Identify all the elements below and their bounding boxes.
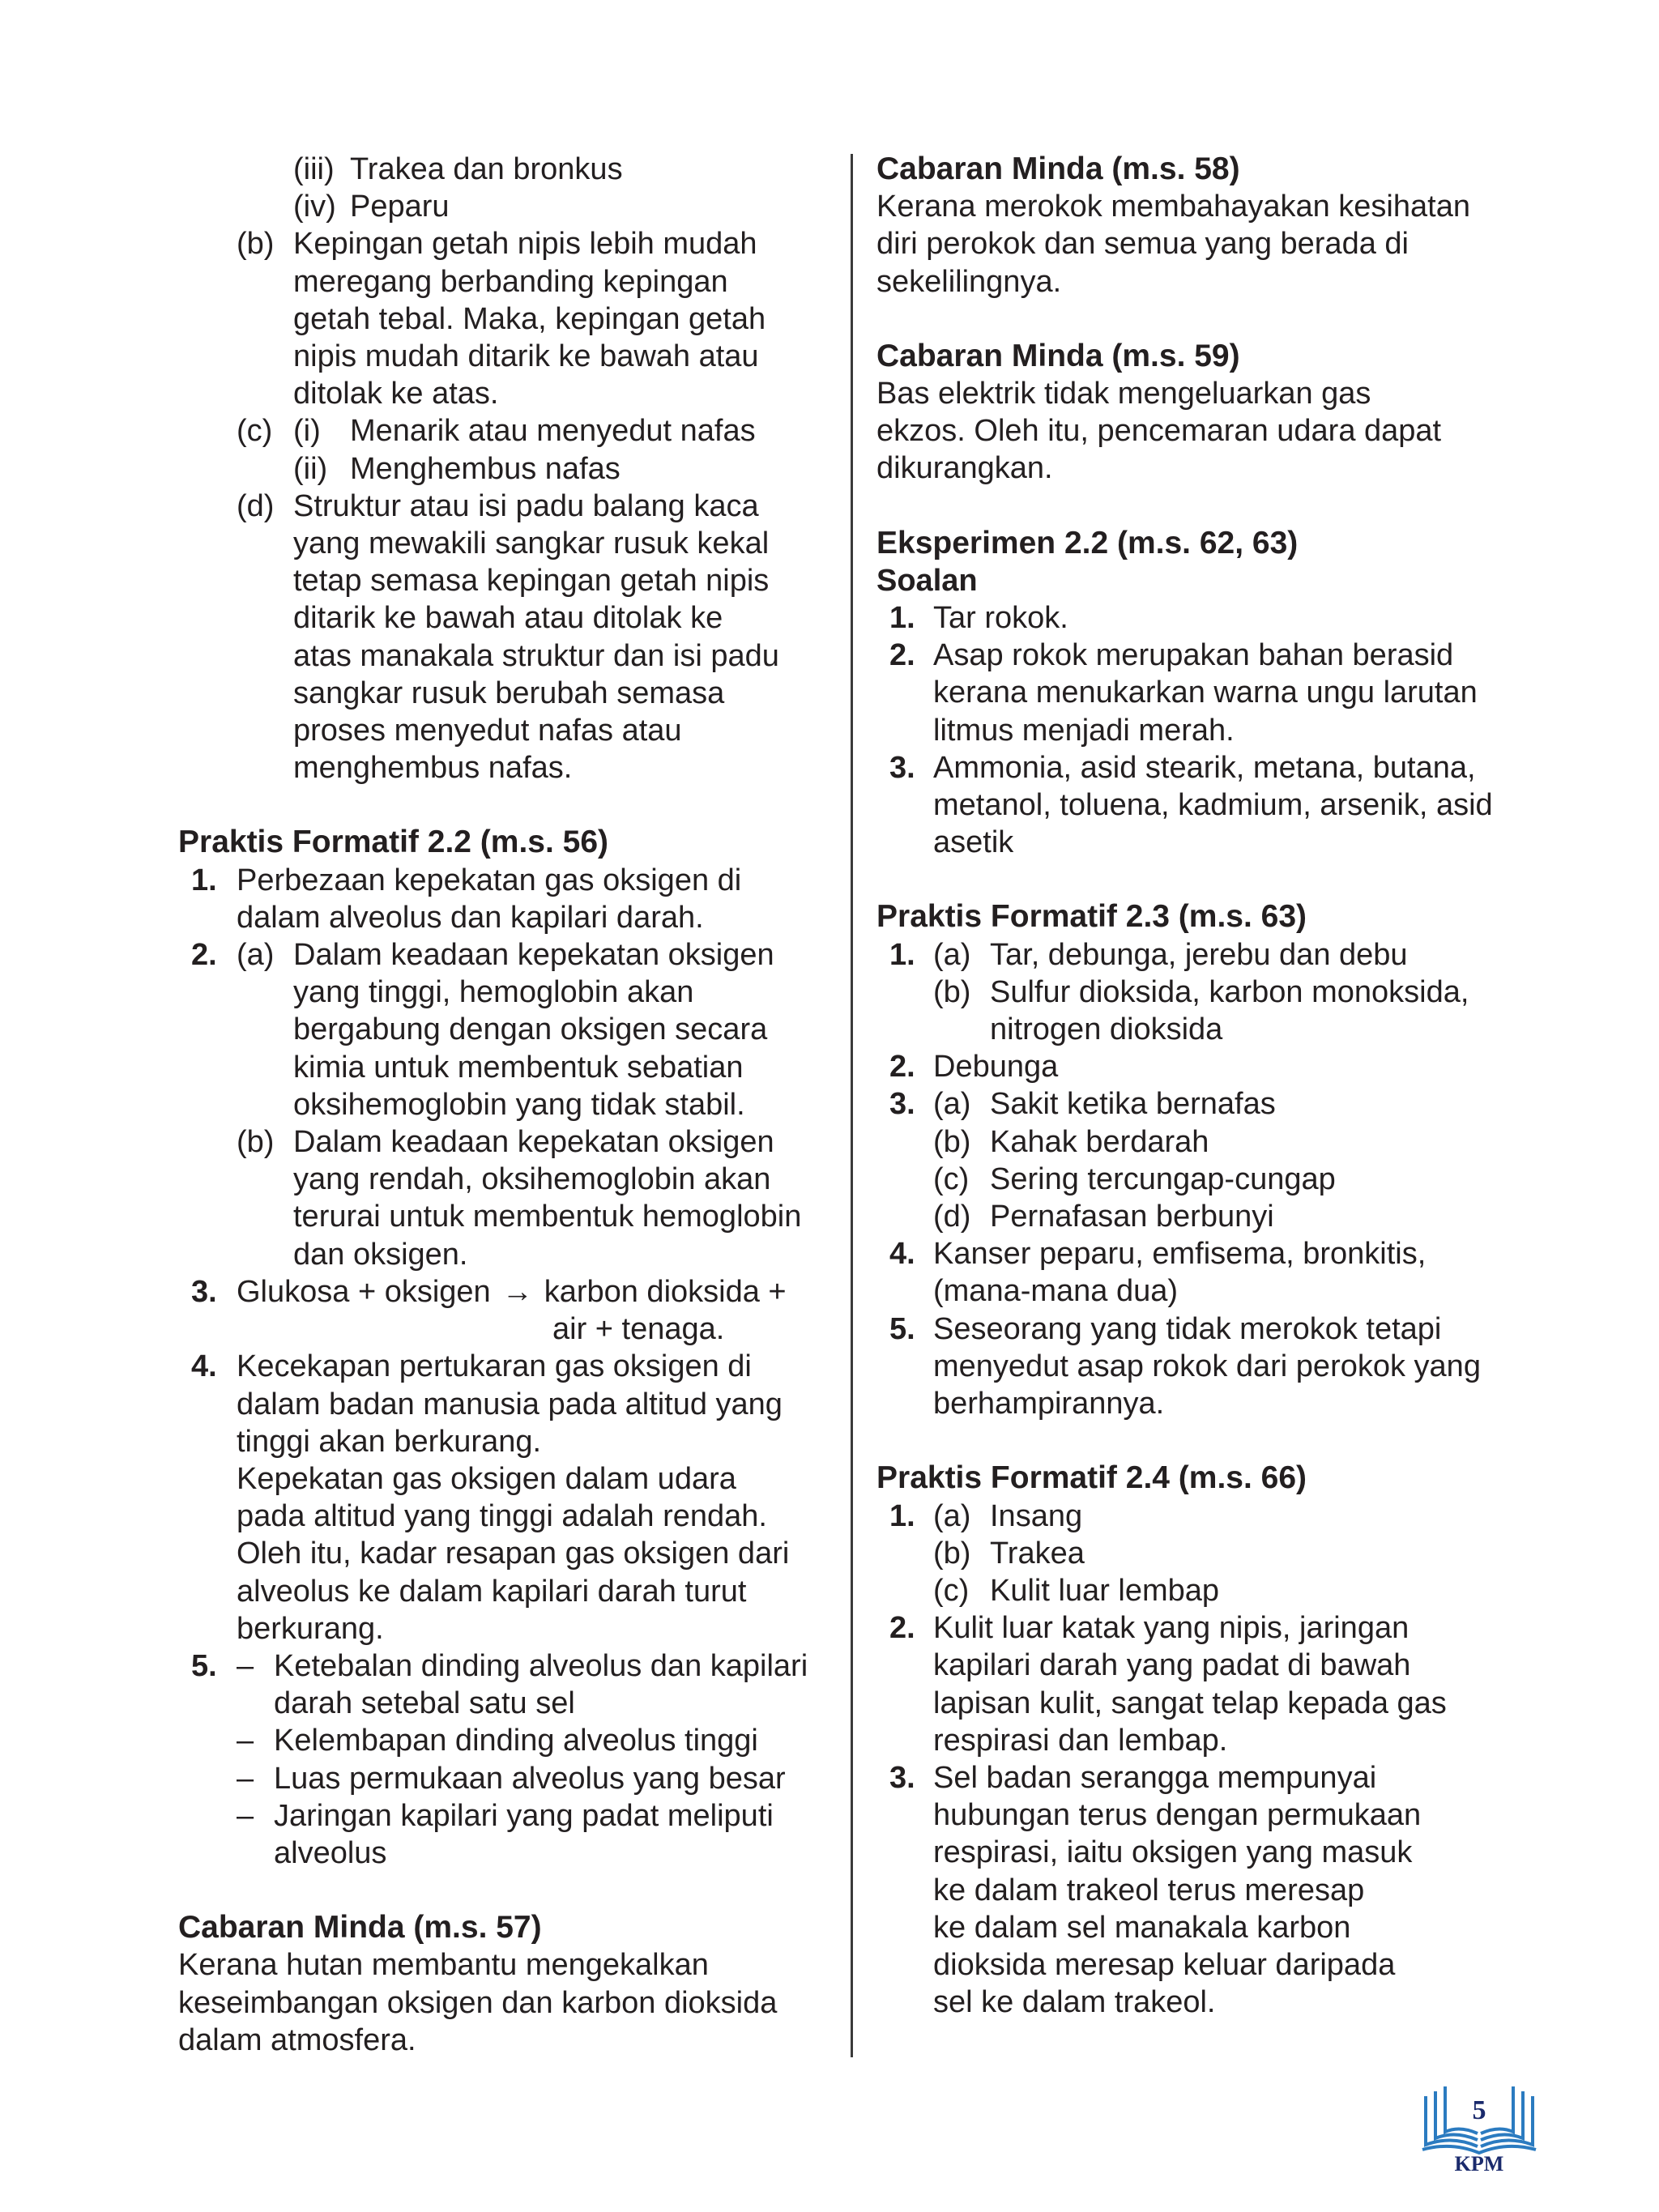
item-text: getah tebal. Maka, kepingan getah: [293, 301, 766, 336]
roman-numeral: (iii): [293, 152, 335, 186]
item-text: proses menyedut nafas atau: [293, 714, 682, 748]
item-text: menghembus nafas.: [293, 751, 573, 786]
left-column: [178, 151, 842, 2059]
item-text: (mana-mana dua): [933, 1274, 1179, 1309]
item-text: Kanser peparu, emfisema, bronkitis,: [933, 1237, 1427, 1272]
item-text: kimia untuk membentuk sebatian: [293, 1050, 744, 1085]
question-number: 3.: [889, 1087, 915, 1122]
item-text: nitrogen dioksida: [990, 1012, 1223, 1047]
question-number: 2.: [889, 1611, 915, 1646]
item-text: ditolak ke atas.: [293, 377, 499, 411]
item-text: bergabung dengan oksigen secara: [293, 1012, 768, 1047]
dash-bullet: –: [237, 1798, 254, 1833]
item-text: Dalam keadaan kepekatan oksigen: [293, 1125, 774, 1160]
paragraph-line: Kerana merokok membahayakan kesihatan: [876, 190, 1470, 224]
text-line: [876, 1647, 1525, 1684]
question-item: [178, 936, 842, 974]
text-line: [876, 1011, 1525, 1048]
item-text: metanol, toluena, kadmium, arsenik, asid: [933, 788, 1493, 823]
question-number: 4.: [191, 1349, 217, 1384]
question-item: [178, 862, 842, 899]
text-line: [876, 1385, 1525, 1422]
item-text: Tar rokok.: [933, 601, 1068, 636]
text-line: [178, 1386, 842, 1423]
section-heading: Praktis Formatif 2.2 (m.s. 56): [178, 825, 609, 860]
item-text: Menarik atau menyedut nafas: [350, 414, 756, 449]
equation-reactants: Glukosa + oksigen: [237, 1274, 491, 1309]
question-number: 1.: [889, 601, 915, 636]
item-text: nipis mudah ditarik ke bawah atau: [293, 339, 759, 374]
paragraph-line: keseimbangan oksigen dan karbon dioksida: [178, 1985, 778, 2020]
text-line: [876, 1685, 1525, 1722]
section-heading: Praktis Formatif 2.3 (m.s. 63): [876, 899, 1307, 935]
list-item: [178, 188, 842, 225]
text-line: [876, 1909, 1525, 1946]
right-column: [876, 151, 1525, 2021]
question-item: [876, 637, 1525, 674]
item-text: tinggi akan berkurang.: [237, 1424, 542, 1459]
question-number: 3.: [889, 750, 915, 785]
letter-marker: (a): [237, 938, 275, 973]
equation-products: air + tenaga.: [552, 1312, 725, 1347]
list-item: [178, 151, 842, 188]
kpm-book-logo: [1419, 2080, 1539, 2176]
item-text: Menghembus nafas: [350, 451, 621, 486]
letter-marker: (b): [237, 1125, 275, 1160]
item-text: menyedut asap rokok dari perokok yang: [933, 1349, 1481, 1383]
item-text: yang mewakili sangkar rusuk kekal: [293, 526, 770, 561]
item-text: Trakea: [990, 1536, 1085, 1571]
text-line: [178, 1498, 842, 1535]
text-line: [876, 824, 1525, 861]
letter-marker: (d): [933, 1200, 971, 1234]
item-text: yang tinggi, hemoglobin akan: [293, 975, 694, 1010]
text-line: [178, 1011, 842, 1048]
text-line: [178, 1835, 842, 1872]
item-text: darah setebal satu sel: [274, 1686, 575, 1721]
item-text: Sel badan serangga mempunyai: [933, 1760, 1377, 1795]
paragraph-line: dikurangkan.: [876, 451, 1053, 486]
arrow-icon: →: [501, 1274, 533, 1309]
question-number: 4.: [889, 1237, 915, 1272]
letter-marker: (a): [933, 1498, 971, 1533]
item-text: oksihemoglobin yang tidak stabil.: [293, 1087, 745, 1122]
text-line: [178, 375, 842, 412]
list-item: [876, 974, 1525, 1011]
text-line: [876, 1272, 1525, 1310]
text-line: [178, 1610, 842, 1647]
paragraph-line: Kerana hutan membantu mengekalkan: [178, 1948, 709, 1983]
section-heading: Praktis Formatif 2.4 (m.s. 66): [876, 1460, 1307, 1496]
item-text: asetik: [933, 825, 1014, 860]
list-item: [876, 1123, 1525, 1161]
text-line: [178, 637, 842, 675]
list-item: [876, 1161, 1525, 1198]
item-text: ke dalam sel manakala karbon: [933, 1910, 1351, 1945]
paragraph-line: sekelilingnya.: [876, 264, 1062, 299]
letter-marker: (c): [933, 1161, 970, 1196]
spacer: [178, 1872, 842, 1909]
letter-marker: (a): [933, 937, 971, 972]
item-text: Debunga: [933, 1050, 1059, 1085]
text-line: [178, 899, 842, 936]
text-line: [876, 1722, 1525, 1759]
list-item: [178, 1760, 842, 1797]
book-page-line: [1426, 2096, 1478, 2146]
question-number: 3.: [191, 1274, 217, 1309]
paragraph-line: Bas elektrik tidak mengeluarkan gas: [876, 377, 1371, 411]
letter-marker: (b): [237, 227, 275, 262]
question-number: 1.: [889, 1498, 915, 1533]
spacer: [876, 1422, 1525, 1460]
spacer: [876, 488, 1525, 525]
logo-text: KPM: [1454, 2152, 1504, 2176]
text-line: [178, 263, 842, 300]
question-item: [876, 1048, 1525, 1085]
item-text: litmus menjadi merah.: [933, 713, 1235, 748]
question-item: [876, 1311, 1525, 1348]
section-heading: Cabaran Minda (m.s. 57): [178, 1910, 542, 1946]
text-line: [876, 1834, 1525, 1871]
item-text: dalam alveolus dan kapilari darah.: [237, 900, 704, 935]
roman-numeral: (ii): [293, 451, 328, 486]
text-line: [178, 525, 842, 562]
question-item: [876, 749, 1525, 786]
item-text: Sering tercungap-cungap: [990, 1161, 1336, 1196]
item-text: Sulfur dioksida, karbon monoksida,: [990, 974, 1469, 1009]
text-line: [876, 1984, 1525, 2021]
item-text: alveolus ke dalam kapilari darah turut: [237, 1574, 747, 1609]
text-line: [178, 1198, 842, 1235]
text-line: [178, 712, 842, 749]
question-item: [876, 1759, 1525, 1796]
text-line: [178, 1161, 842, 1198]
letter-marker: (c): [933, 1573, 970, 1608]
list-item: [876, 1572, 1525, 1609]
letter-marker: (a): [933, 1087, 971, 1122]
open-book-icon: [1419, 2080, 1539, 2176]
text-line: [178, 749, 842, 786]
question-item: [876, 1085, 1525, 1123]
text-line: [178, 1086, 842, 1123]
text-line: [178, 1311, 842, 1348]
item-text: berkurang.: [237, 1611, 384, 1646]
item-text: ditarik ke bawah atau ditolak ke: [293, 601, 723, 636]
question-item: [178, 1647, 842, 1685]
book-page-line: [1481, 2096, 1533, 2146]
paragraph-line: ekzos. Oleh itu, pencemaran udara dapat: [876, 414, 1442, 449]
list-item: [178, 488, 842, 525]
section-heading: Cabaran Minda (m.s. 59): [876, 338, 1240, 373]
item-text: respirasi dan lembap.: [933, 1723, 1228, 1758]
item-text: dalam badan manusia pada altitud yang: [237, 1387, 783, 1421]
item-text: atas manakala struktur dan isi padu: [293, 638, 779, 673]
equation-products: karbon dioksida +: [544, 1274, 787, 1309]
question-number: 2.: [191, 938, 217, 973]
item-text: Kulit luar lembap: [990, 1573, 1220, 1608]
question-number: 1.: [191, 863, 217, 897]
list-item: [178, 450, 842, 488]
item-text: Kahak berdarah: [990, 1124, 1209, 1159]
item-text: Ammonia, asid stearik, metana, butana,: [933, 750, 1476, 785]
text-line: [178, 1535, 842, 1572]
spacer: [178, 786, 842, 824]
question-item: [876, 1498, 1525, 1535]
item-text: Insang: [990, 1498, 1083, 1533]
item-text: hubungan terus dengan permukaan: [933, 1798, 1422, 1833]
question-number: 2.: [889, 1050, 915, 1085]
list-item: [178, 1722, 842, 1759]
list-item: [178, 1123, 842, 1161]
spacer: [876, 861, 1525, 898]
text-line: [876, 1946, 1525, 1984]
text-line: [178, 1236, 842, 1273]
item-text: Kepingan getah nipis lebih mudah: [293, 227, 757, 262]
text-line: [178, 1573, 842, 1610]
list-item: [178, 412, 842, 450]
list-item: [876, 1535, 1525, 1572]
question-number: 1.: [889, 937, 915, 972]
page-number: 5: [1472, 2095, 1486, 2125]
item-text: dan oksigen.: [293, 1237, 468, 1272]
item-text: tetap semasa kepingan getah nipis: [293, 564, 770, 599]
item-text: Peparu: [350, 190, 450, 224]
text-line: [178, 1460, 842, 1498]
letter-marker: (b): [933, 974, 971, 1009]
question-number: 3.: [889, 1760, 915, 1795]
spacer: [876, 300, 1525, 338]
item-text: meregang berbanding kepingan: [293, 264, 728, 299]
list-item: [178, 1797, 842, 1835]
letter-marker: (c): [237, 414, 273, 449]
question-item: [178, 1348, 842, 1385]
roman-numeral: (i): [293, 414, 321, 449]
item-text: lapisan kulit, sangat telap kepada gas: [933, 1686, 1447, 1720]
item-text: pada altitud yang tinggi adalah rendah.: [237, 1499, 767, 1534]
item-text: sangkar rusuk berubah semasa: [293, 676, 725, 710]
roman-numeral: (iv): [293, 190, 336, 224]
paragraph-line: dalam atmosfera.: [178, 2022, 416, 2057]
item-text: Oleh itu, kadar resapan gas oksigen dari: [237, 1536, 790, 1571]
question-item: [876, 1609, 1525, 1647]
item-text: ke dalam trakeol terus meresap: [933, 1873, 1365, 1907]
item-text: Kepekatan gas oksigen dalam udara: [237, 1461, 736, 1496]
item-text: kerana menukarkan warna ungu larutan: [933, 676, 1478, 710]
list-item: [876, 1198, 1525, 1235]
question-item: [178, 1273, 842, 1311]
letter-marker: (b): [933, 1536, 971, 1571]
dash-bullet: –: [237, 1648, 254, 1683]
text-line: [178, 300, 842, 338]
question-number: 5.: [889, 1311, 915, 1346]
item-text: Seseorang yang tidak merokok tetapi: [933, 1311, 1442, 1346]
question-item: [876, 599, 1525, 637]
item-text: sel ke dalam trakeol.: [933, 1985, 1216, 2020]
text-line: [876, 674, 1525, 711]
letter-marker: (d): [237, 488, 275, 523]
question-item: [876, 1235, 1525, 1272]
text-line: [178, 1049, 842, 1086]
question-number: 5.: [191, 1648, 217, 1683]
item-text: Perbezaan kepekatan gas oksigen di: [237, 863, 742, 897]
item-text: alveolus: [274, 1835, 387, 1870]
item-text: respirasi, iaitu oksigen yang masuk: [933, 1835, 1413, 1870]
item-text: Asap rokok merupakan bahan berasid: [933, 638, 1454, 673]
item-text: Sakit ketika bernafas: [990, 1087, 1276, 1122]
text-line: [178, 974, 842, 1011]
text-line: [876, 786, 1525, 824]
text-line: [876, 1796, 1525, 1834]
letter-marker: (b): [933, 1124, 971, 1159]
subheading: Soalan: [876, 563, 978, 598]
text-line: [876, 1872, 1525, 1909]
column-divider: [851, 154, 853, 2057]
question-item: [876, 936, 1525, 974]
item-text: berhampirannya.: [933, 1387, 1165, 1421]
item-text: Pernafasan berbunyi: [990, 1200, 1274, 1234]
dash-bullet: –: [237, 1724, 254, 1758]
item-text: yang rendah, oksihemoglobin akan: [293, 1162, 771, 1197]
item-text: Kulit luar katak yang nipis, jaringan: [933, 1611, 1410, 1646]
item-text: Kelembapan dinding alveolus tinggi: [274, 1724, 758, 1758]
item-text: dioksida meresap keluar daripada: [933, 1947, 1396, 1982]
item-text: Kecekapan pertukaran gas oksigen di: [237, 1349, 752, 1384]
dash-bullet: –: [237, 1761, 254, 1796]
text-line: [178, 599, 842, 637]
text-line: [178, 562, 842, 599]
item-text: Luas permukaan alveolus yang besar: [274, 1761, 786, 1796]
text-line: [178, 1685, 842, 1722]
text-line: [178, 338, 842, 375]
text-line: [178, 1423, 842, 1460]
paragraph-line: diri perokok dan semua yang berada di: [876, 227, 1409, 262]
item-text: Tar, debunga, jerebu dan debu: [990, 937, 1408, 972]
text-line: [178, 675, 842, 712]
text-line: [876, 712, 1525, 749]
section-heading: Eksperimen 2.2 (m.s. 62, 63): [876, 525, 1299, 560]
item-text: terurai untuk membentuk hemoglobin: [293, 1200, 802, 1234]
item-text: kapilari darah yang padat di bawah: [933, 1648, 1411, 1683]
list-item: [178, 225, 842, 262]
item-text: Ketebalan dinding alveolus dan kapilari: [274, 1648, 808, 1683]
item-text: Jaringan kapilari yang padat meliputi: [274, 1798, 774, 1833]
text-line: [876, 1348, 1525, 1385]
item-text: Dalam keadaan kepekatan oksigen: [293, 938, 774, 973]
item-text: Trakea dan bronkus: [350, 152, 623, 186]
question-number: 2.: [889, 638, 915, 673]
section-heading: Cabaran Minda (m.s. 58): [876, 151, 1240, 186]
item-text: Struktur atau isi padu balang kaca: [293, 488, 759, 523]
